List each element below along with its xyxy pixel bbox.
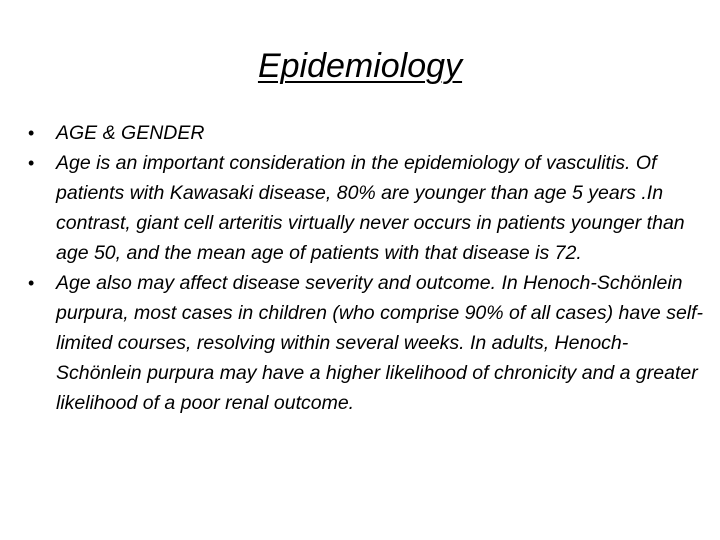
bullet-dot-icon: • [28,153,35,173]
bullet-item-age-consideration [28,148,712,268]
bullet-dot-icon: • [28,123,35,143]
bullet-text: Age is an important consideration in the epidemiology of vasculitis. Of patients with Kawasaki disease, 80% are younger than age 5 years .In contrast, giant cell arteritis virtually never occurs in patients younger than age 50, and the mean age of patients with that disease is 72. [56,152,685,264]
bullet-item-severity-outcome [28,268,712,418]
slide-title: Epidemiology [257,47,463,85]
bullet-dot-icon: • [28,273,35,293]
bullet-text: Age also may affect disease severity and outcome. In Henoch-Schönlein purpura, most cases in children (who comprise 90% of all cases) have self-limited courses, resolving within several weeks. In adults, Henoch-Schönlein purpura may have a higher likelihood of chronicity and a greater likelihood of a poor renal outcome. [56,272,704,414]
bullet-item-age-gender [28,118,712,148]
bullet-list [28,118,712,418]
bullet-text: AGE & GENDER [56,122,205,144]
